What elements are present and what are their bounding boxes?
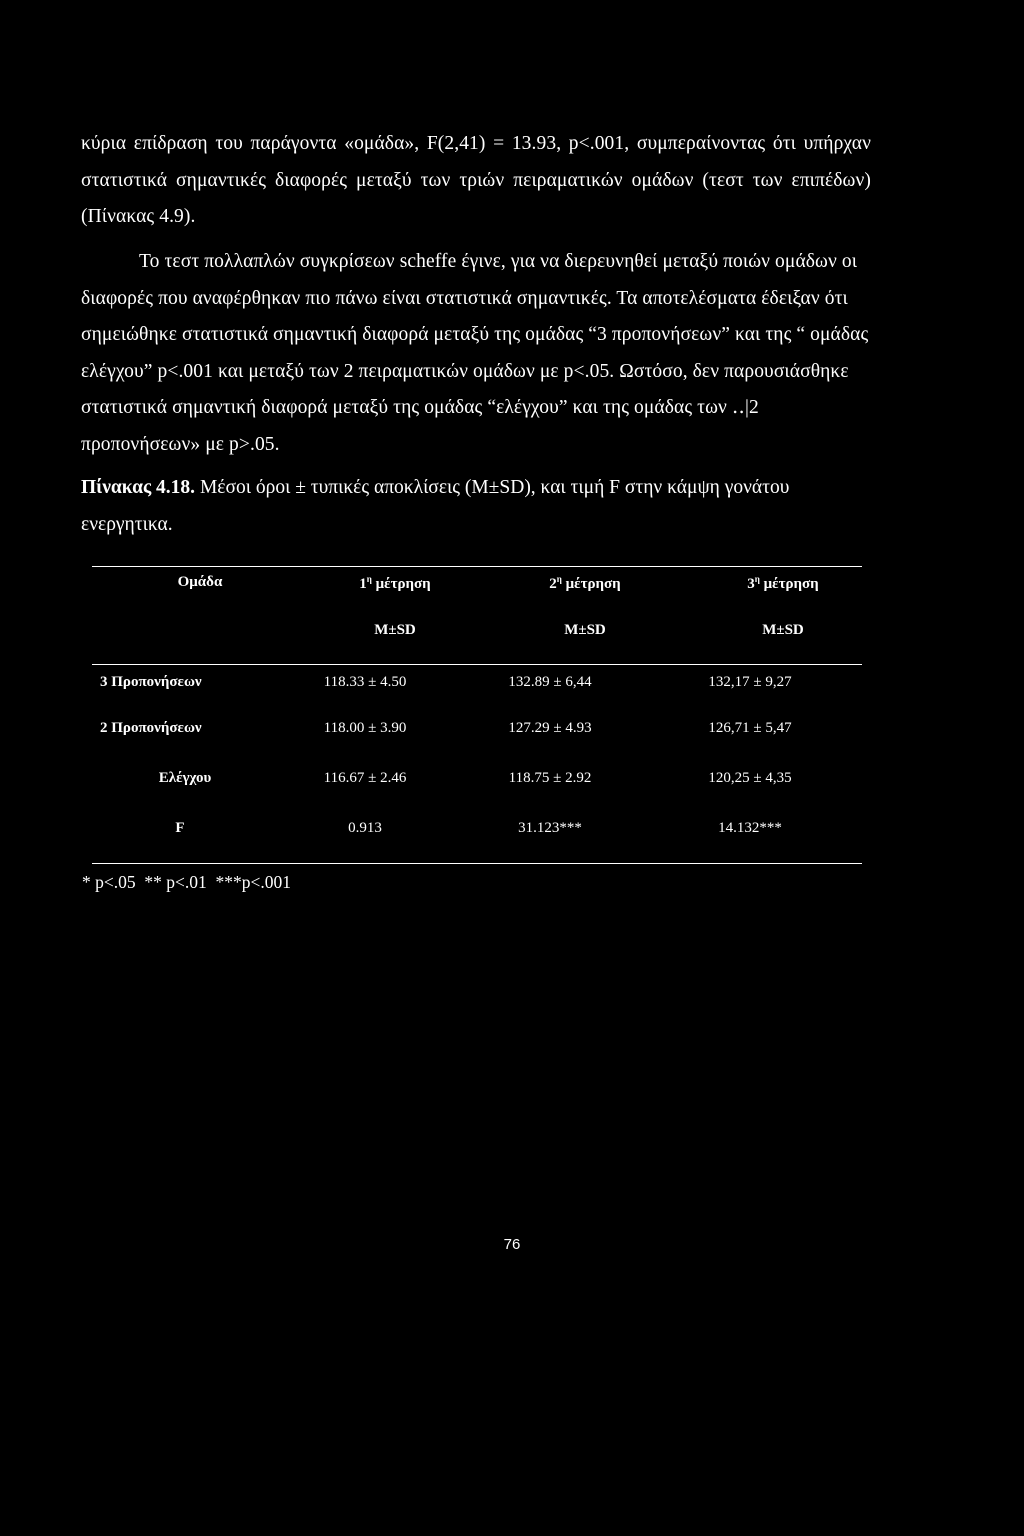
table-row-1-group: 3 Προπονήσεων <box>100 674 202 690</box>
table-subheader-3: M±SD <box>762 622 804 638</box>
header-1-label: μέτρηση <box>371 576 431 592</box>
table-rule-bottom <box>92 863 862 864</box>
table-header-measure-1 <box>330 574 460 593</box>
table-row-2-group: 2 Προπονήσεων <box>100 720 202 736</box>
header-1-sup: η <box>366 574 372 584</box>
table-row-1-m1: 118.33 ± 4.50 <box>323 674 407 690</box>
table-row-2-m3: 126,71 ± 5,47 <box>708 720 792 736</box>
table-subheader-1: M±SD <box>374 622 416 638</box>
header-2-sup: η <box>556 574 562 584</box>
header-3-label: μέτρηση <box>759 576 819 592</box>
header-2-label: μέτρηση <box>561 576 621 592</box>
table-footnote: * p<.05 ** p<.01 ***p<.001 <box>82 872 291 892</box>
paragraph-intro: κύρια επίδραση του παράγοντα «ομάδα», F(2,41) = 13.93, p<.001, συμπεραίνοντας ότι υπήρχαν στατιστικά σημαντικές διαφορές μεταξύ των τριών πειραματικών ομάδων (τεστ των επιπέδων) (Πίνακας 4.9). <box>81 133 871 227</box>
table-row-3-m1: 116.67 ± 2.46 <box>323 770 407 786</box>
paragraph-scheffe-text: Το τεστ πολλαπλών συγκρίσεων scheffe έγινε, για να διερευνηθεί μεταξύ ποιών ομάδων οι διαφορές που αναφέρθηκαν πιο πάνω είναι στατιστικά σημαντικές. Τα αποτελέσματα έδειξαν ότι σημειώθηκε στατιστικά σημαντική διαφορά μεταξύ της ομάδας “3 προπονήσεων” και της “ ομάδας ελέγχου” p<.001 και μεταξύ των 2 πειραματικών ομάδων με p<.05. Ωστόσο, δεν παρουσιάσθηκε στατιστικά σημαντική διαφορά μεταξύ της ομάδας “ελέγχου” και της ομάδας των ‥|2 προπονήσεων» με p>.05. <box>81 251 869 455</box>
paragraph-scheffe <box>81 244 871 463</box>
table-subheader-2: M±SD <box>564 622 606 638</box>
table-row-1-m2: 132.89 ± 6,44 <box>508 674 592 690</box>
header-3-num: 3 <box>747 576 755 592</box>
header-2-num: 2 <box>549 576 557 592</box>
table-row-3-m2: 118.75 ± 2.92 <box>508 770 592 786</box>
header-3-sup: η <box>754 574 760 584</box>
table-row-4-group: F <box>175 820 185 836</box>
table-row-1-m3: 132,17 ± 9,27 <box>708 674 792 690</box>
table-row-3-group: Ελέγχου <box>158 770 212 786</box>
table-caption <box>81 470 881 543</box>
table-row-4-m1: 0.913 <box>348 820 382 836</box>
table-caption-label: Πίνακας 4.18. <box>81 477 196 498</box>
table-row-2-m2: 127.29 ± 4.93 <box>508 720 592 736</box>
table-header-group: Ομάδα <box>177 574 223 590</box>
table-row-3-m3: 120,25 ± 4,35 <box>708 770 792 786</box>
table-rule-top <box>92 566 862 567</box>
page-number: 76 <box>503 1236 521 1253</box>
table-rule-middle <box>92 664 862 665</box>
header-1-num: 1 <box>359 576 367 592</box>
table-row-4-m3: 14.132*** <box>718 820 782 836</box>
table-header-measure-3 <box>718 574 848 593</box>
table-header-measure-2 <box>520 574 650 593</box>
table-caption-text: Μέσοι όροι ± τυπικές αποκλίσεις (M±SD), και τιμή F στην κάμψη γονάτου ενεργητικα. <box>81 477 790 535</box>
table-row-2-m1: 118.00 ± 3.90 <box>323 720 407 736</box>
table-row-4-m2: 31.123*** <box>518 820 582 836</box>
